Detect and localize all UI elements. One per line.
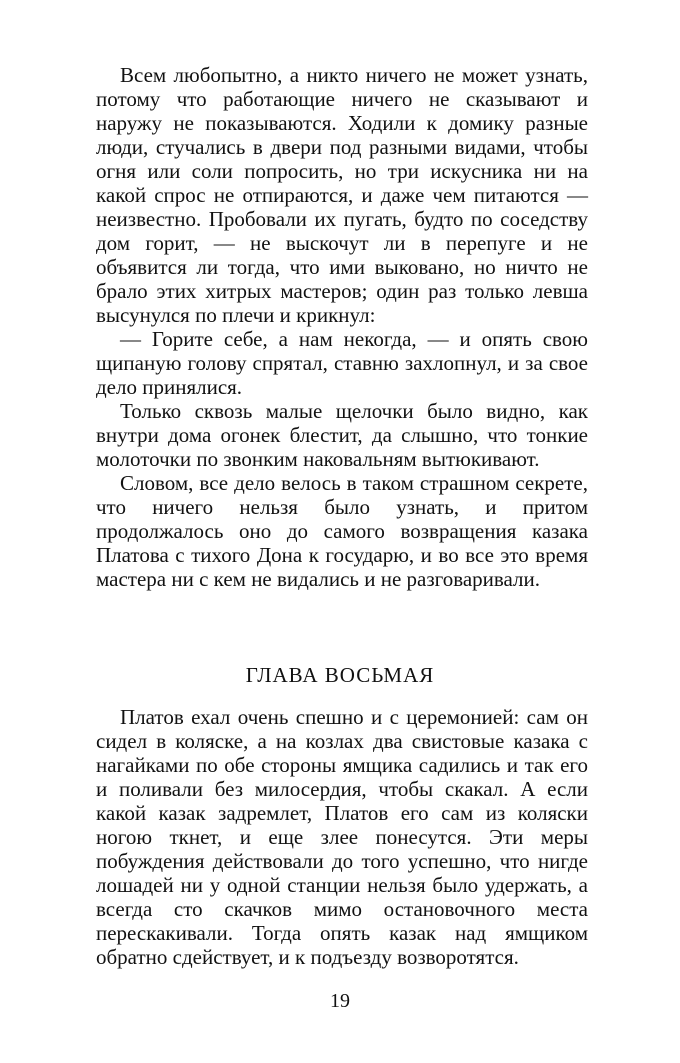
paragraph: Словом, все дело велось в таком страшном секрете, что ничего нельзя было узнать, и притом продолжалось оно до самого возвращения казака Платова с тихого Дона к государю, и во все это время мастера ни с кем не видались и не разговаривали. xyxy=(96,471,588,591)
page-number: 19 xyxy=(330,990,350,1012)
paragraph: Всем любопытно, а никто ничего не может узнать, потому что работающие ничего не сказывают и наружу не показываются. Ходили к домику разные люди, стучались в двери под разными видами, чтобы огня или соли попросить, но три искусника ни на какой спрос не отпираются, и даже чем питаются — неизвестно. Пробовали их пугать, будто по соседству дом горит, — не выскочут ли в перепуге и не объявится ли тогда, что ими выковано, но ничто не брало этих хитрых мастеров; один раз только левша высунулся по плечи и крикнул: xyxy=(96,63,588,327)
paragraph: — Горите себе, а нам некогда, — и опять свою щипаную голову спрятал, ставню захлопнул, и за свое дело принялися. xyxy=(96,327,588,399)
paragraph: Только сквозь малые щелочки было видно, как внутри дома огонек блестит, да слышно, что тонкие молоточки по звонким наковальням вытюкивают. xyxy=(96,399,588,471)
paragraph: Платов ехал очень спешно и с церемонией: сам он сидел в коляске, а на козлах два свистовые казака с нагайками по обе стороны ямщика садились и так его и поливали без милосердия, чтобы скакал. А если какой казак задремлет, Платов его сам из коляски ногою ткнет, и еще злее понесутся. Эти меры побуждения действовали до того успешно, что нигде лошадей ни у одной станции нельзя было удержать, а всегда сто скачков мимо остановочного места перескакивали. Тогда опять казак над ямщиком обратно сдействует, и к подъезду возворотятся. xyxy=(96,705,588,969)
chapter-heading: ГЛАВА ВОСЬМАЯ xyxy=(245,663,435,687)
text-block-top xyxy=(96,63,588,591)
text-block-bottom xyxy=(96,705,588,969)
